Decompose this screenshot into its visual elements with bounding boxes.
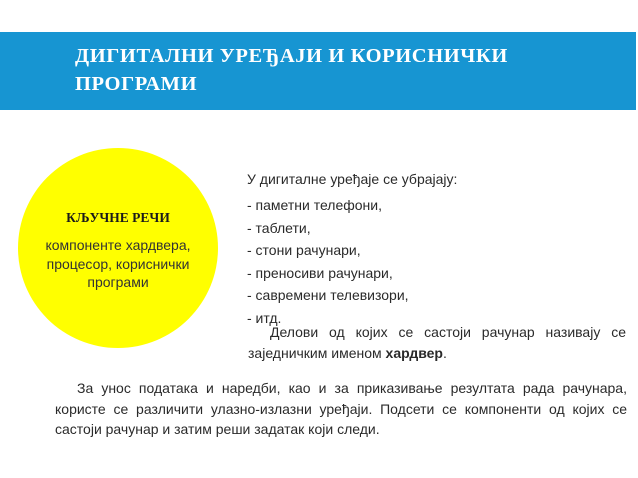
list-item: - преносиви рачунари, [247, 264, 393, 281]
keywords-title: КЉУЧНЕ РЕЧИ [66, 210, 170, 225]
page-title-line-2: ПРОГРАМИ [75, 73, 198, 95]
devices-list [247, 194, 409, 330]
hardware-term: хардвер [385, 345, 443, 361]
title-banner [0, 32, 636, 110]
hardware-sentence-end: . [442, 345, 447, 361]
devices-intro: У дигиталне уређаје се убрајају: [247, 171, 458, 187]
list-item: - паметни телефони, [247, 197, 382, 213]
io-devices-paragraph [55, 378, 627, 440]
list-item: - савремени телевизори, [247, 287, 409, 304]
hardware-paragraph [248, 322, 626, 364]
hardware-sentence: Делови од којих се састоји рачунар називају се заједничким именом [248, 324, 626, 361]
page-title [75, 42, 615, 98]
page-title-line-1: ДИГИТАЛНИ УРЕЂАЈИ И КОРИСНИЧКИ [75, 45, 508, 67]
keywords-text: компоненте хардвера, процесор, кориснички програми [45, 237, 191, 290]
list-item: - стони рачунари, [247, 242, 361, 259]
list-item: - итд. [247, 309, 282, 326]
io-devices-text: За унос података и наредби, као и за приказивање резултата рада рачунара, користе се различити улазно-излазни уређаји. Подсети се компоненти од којих се састоји рачунар и затим реши задатак који следи. [55, 380, 627, 437]
list-item: - таблети, [247, 219, 311, 236]
keywords-circle [18, 148, 218, 348]
